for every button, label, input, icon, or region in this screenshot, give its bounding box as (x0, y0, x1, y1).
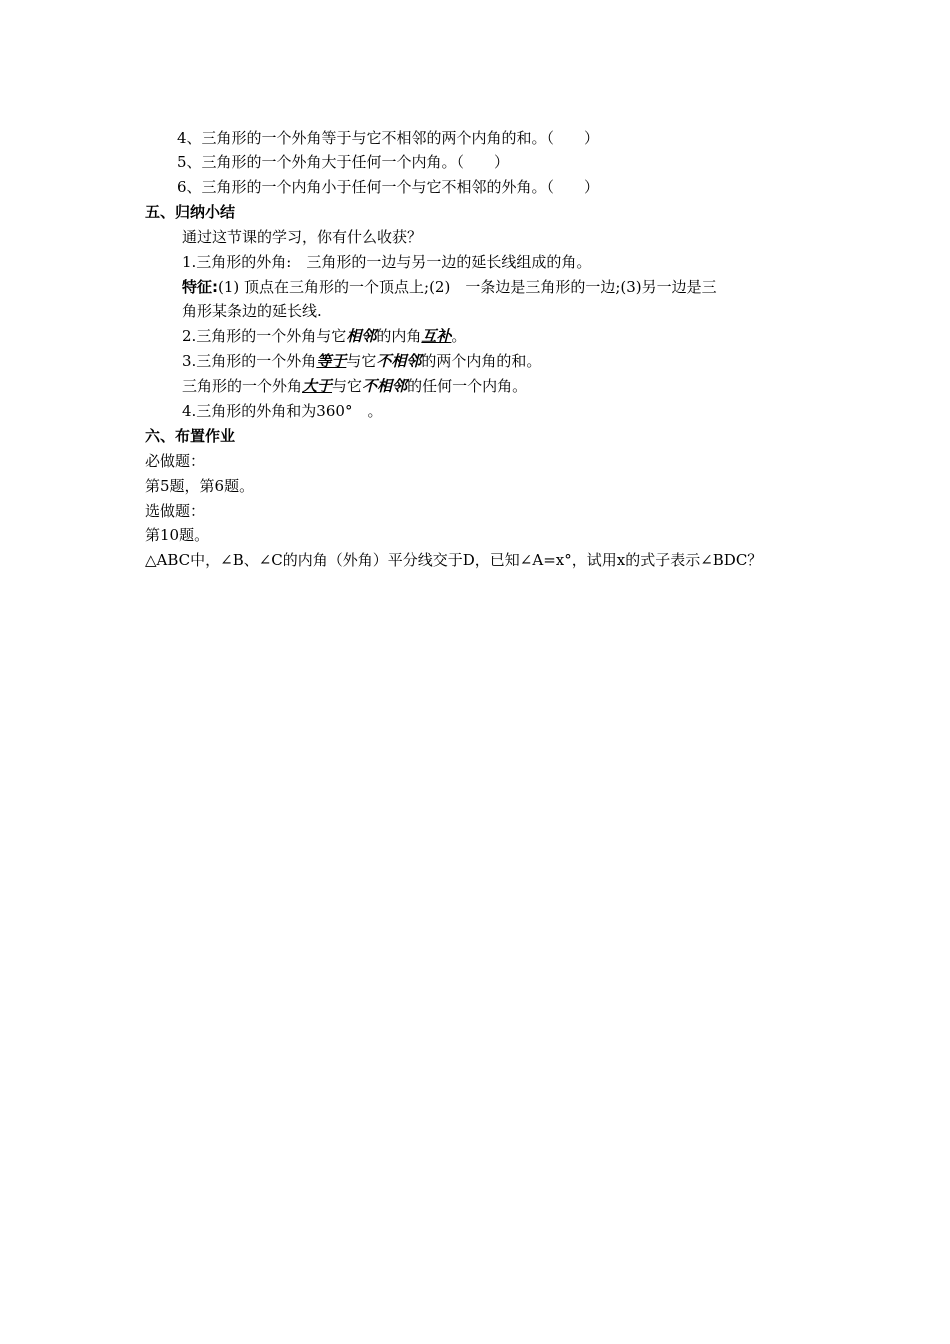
text-span: 的任何一个内角。 (407, 377, 528, 395)
text-span: 3.三角形的一个外角 (182, 352, 317, 370)
judgement-item-5: 5、三角形的一个外角大于任何一个内角。（ ） (177, 153, 510, 171)
required-items: 第5题，第6题。 (145, 477, 255, 495)
emphasis-non-adjacent: 不相邻 (376, 352, 422, 370)
summary-feature-continued: 角形某条边的延长线. (182, 302, 322, 320)
summary-point-3 (182, 351, 541, 375)
feature-label: 特征: (182, 278, 218, 296)
text-span: 的内角 (376, 327, 422, 345)
emphasis-adjacent: 相邻 (346, 327, 377, 345)
emphasis-supplementary: 互补 (421, 327, 452, 345)
text-span: 的两个内角的和。 (421, 352, 542, 370)
judgement-item-6: 6、三角形的一个内角小于任何一个与它不相邻的外角。（ ） (177, 178, 600, 196)
emphasis-equals: 等于 (316, 352, 347, 370)
section-heading-homework: 六、布置作业 (145, 427, 236, 445)
optional-items: 第10题。 (145, 526, 210, 544)
required-label: 必做题： (145, 452, 206, 470)
emphasis-non-adjacent: 不相邻 (362, 377, 408, 395)
homework-problem: △ABC中，∠B、∠C的内角（外角）平分线交于D，已知∠A=x°，试用x的式子表示∠BDC？ (145, 551, 763, 569)
summary-point-3b (182, 376, 527, 400)
text-span: 与它 (332, 377, 363, 395)
optional-label: 选做题： (145, 502, 206, 520)
text-span: 2.三角形的一个外角与它 (182, 327, 347, 345)
summary-definition: 1.三角形的外角: 三角形的一边与另一边的延长线组成的角。 (182, 253, 592, 271)
judgement-item-4: 4、三角形的一个外角等于与它不相邻的两个内角的和。（ ） (177, 129, 600, 147)
summary-point-4: 4.三角形的外角和为360° 。 (182, 402, 383, 420)
emphasis-greater: 大于 (302, 377, 333, 395)
summary-feature (182, 277, 717, 301)
section-heading-summary: 五、归纳小结 (145, 203, 236, 221)
text-span: 。 (451, 327, 467, 345)
summary-point-2 (182, 326, 466, 350)
feature-text: (1) 顶点在三角形的一个顶点上;(2) 一条边是三角形的一边;(3)另一边是三 (218, 278, 717, 296)
text-span: 三角形的一个外角 (182, 377, 303, 395)
text-span: 与它 (346, 352, 377, 370)
summary-question: 通过这节课的学习，你有什么收获？ (182, 228, 423, 246)
